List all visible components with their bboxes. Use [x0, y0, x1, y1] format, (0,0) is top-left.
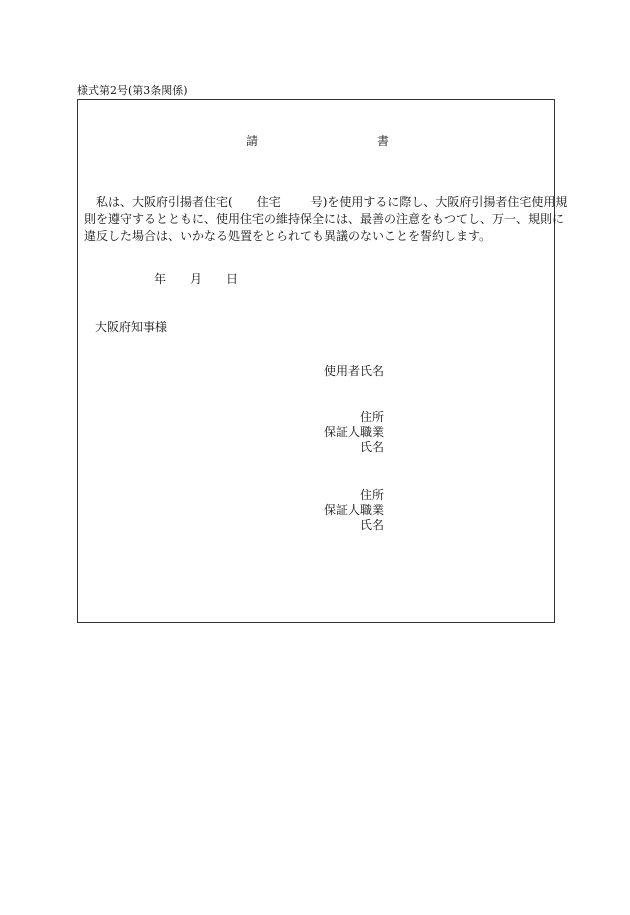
title-char-2: 書 [377, 134, 390, 148]
body-line-1-part-c: 号)を使用するに際し、大阪府引揚者住宅使用規 [310, 195, 568, 209]
pledge-form-box [77, 99, 568, 623]
user-signature-block [324, 364, 384, 379]
guarantor-2-occupation-label: 保証人職業 [323, 503, 384, 517]
guarantor-2-address-label: 住所 [359, 488, 384, 502]
guarantor-1-occupation-label: 保証人職業 [323, 425, 384, 439]
date-month-label: 月 [190, 272, 203, 286]
body-line-3: 違反した場合は、いかなる処置をとられても異議のないことを誓約します。 [84, 229, 492, 243]
guarantor-1-address-label: 住所 [359, 410, 384, 424]
body-line-2: 則を遵守するとともに、使用住宅の維持保全には、最善の注意をもつてし、万一、規則に [84, 212, 565, 226]
addressee: 大阪府知事様 [95, 320, 168, 334]
body-line-1-part-b: 住宅 [256, 195, 281, 209]
date-year-label: 年 [154, 272, 167, 286]
guarantor-1-block [324, 410, 384, 455]
guarantor-2-name-label: 氏名 [359, 518, 384, 532]
user-name-label: 使用者氏名 [323, 364, 384, 378]
form-number-label: 様式第2号(第3条関係) [77, 84, 188, 97]
guarantor-1-name-label: 氏名 [359, 440, 384, 454]
guarantor-2-block [324, 488, 384, 533]
body-line-1 [84, 194, 568, 211]
body-line-1-part-a: 私は、大阪府引揚者住宅( [96, 195, 233, 209]
date-day-label: 日 [226, 272, 239, 286]
pledge-body-text [84, 194, 568, 245]
title-char-1: 請 [246, 134, 259, 148]
